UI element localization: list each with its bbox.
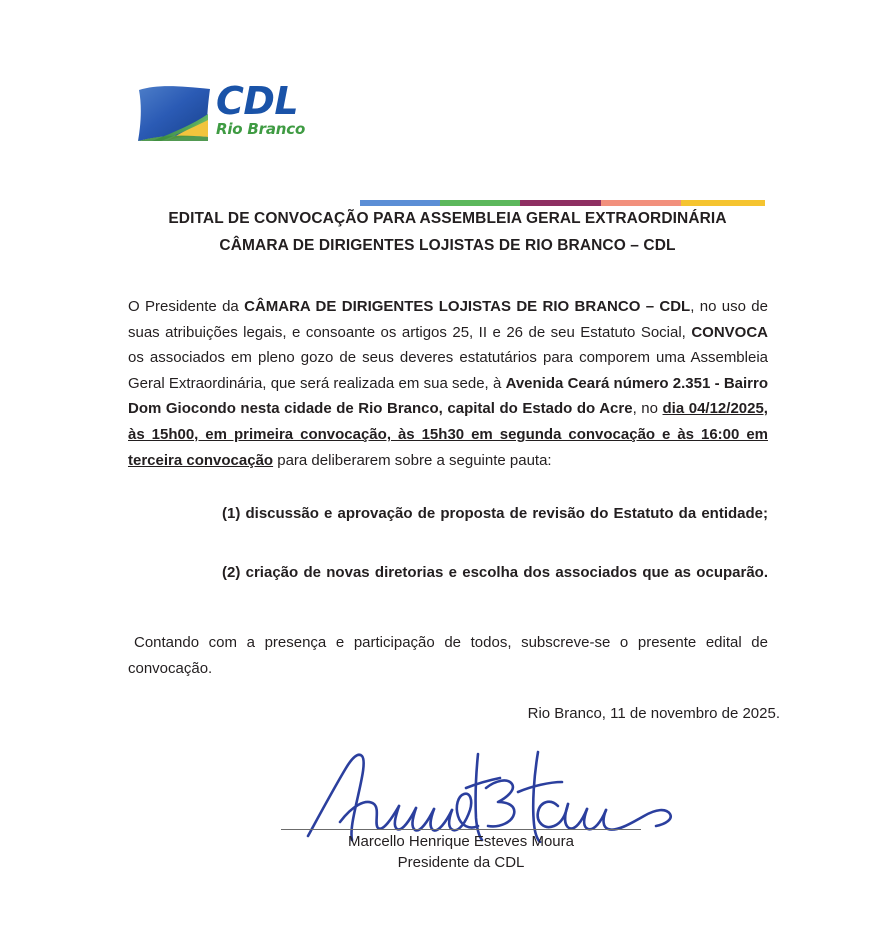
body-text-outro: para deliberarem sobre a seguinte pauta:: [273, 451, 552, 469]
rule-segment-yellow: [681, 200, 765, 206]
agenda-item: (1) discussão e aprovação de proposta de revisão do Estatuto da entidade;: [222, 505, 768, 522]
cdl-subbrand-text: Rio Branco: [216, 120, 306, 138]
signatory-name: Marcello Henrique Esteves Moura: [348, 833, 574, 850]
body-paragraph: [128, 294, 768, 473]
rule-segment-green: [440, 200, 520, 206]
rule-segment-blue: [360, 200, 440, 206]
decorative-color-rule: [360, 200, 765, 206]
body-text-convoca: CONVOCA: [691, 323, 768, 341]
body-text-intro: O Presidente da: [128, 298, 245, 315]
agenda-list: [222, 501, 768, 611]
closing-paragraph: [128, 630, 768, 681]
cdl-logo: [136, 78, 316, 150]
letterhead: [0, 78, 895, 150]
signature-rule: [281, 829, 641, 830]
signatory-role: Presidente da CDL: [397, 854, 525, 871]
title-line-1: EDITAL DE CONVOCAÇÃO PARA ASSEMBLEIA GERAL EXTRAORDINÁRIA: [168, 210, 727, 227]
document-title: [0, 210, 895, 255]
cdl-brand-text: CDL: [216, 79, 299, 123]
rule-segment-purple: [520, 200, 600, 206]
closing-text: Contando com a presença e participação de todos, subscreve-se o presente edital de convocação.: [128, 634, 768, 677]
body-text-datetime: dia 04/12/2025, às 15h00, em primeira convocação, às 15h30 em segunda convocação e às 16:00 em terceira convocação: [128, 400, 768, 469]
cdl-flag-mark-icon: [136, 84, 216, 142]
rule-segment-salmon: [601, 200, 681, 206]
body-text-connector: , no: [632, 400, 663, 418]
title-line-2: CÂMARA DE DIRIGENTES LOJISTAS DE RIO BRANCO – CDL: [219, 237, 676, 254]
place-and-date: Rio Branco, 11 de novembro de 2025.: [527, 705, 780, 722]
body-text-legal-basis: , no uso de suas atribuições legais, e consoante os artigos 25, II e 26 de seu Estatuto Social,: [128, 298, 768, 341]
agenda-item: (2) criação de novas diretorias e escolha dos associados que as ocuparão.: [222, 564, 768, 581]
body-text-address: Avenida Ceará número 2.351 - Bairro Dom Giocondo nesta cidade de Rio Branco, capital do Estado do Acre: [128, 374, 768, 418]
cdl-wordmark: [216, 79, 316, 144]
body-text-assembly: os associados em pleno gozo de seus deveres estatutários para comporem uma Assembleia Geral Extraordinária, que será realizada em sua sede, à: [128, 349, 768, 392]
body-text-organization: CÂMARA DE DIRIGENTES LOJISTAS DE RIO BRANCO – CDL: [244, 298, 691, 315]
